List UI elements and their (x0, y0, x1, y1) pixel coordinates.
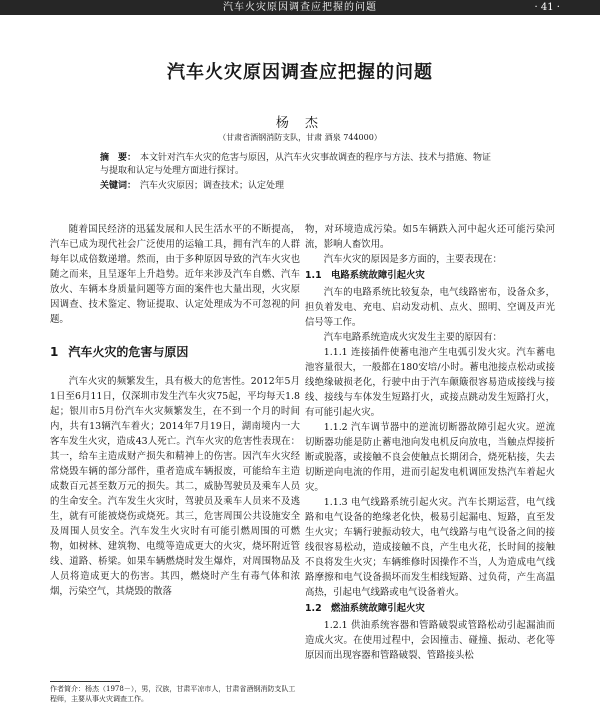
section-1-heading (50, 343, 300, 360)
subsection-1-1-heading: 1.1 电路系统故障引起火灾 (305, 270, 425, 281)
subsection-1-2-heading: 1.2 燃油系统故障引起火灾 (305, 603, 425, 614)
keywords (100, 180, 500, 193)
abstract-text: 本文针对汽车火灾的危害与原因，从汽车火灾事故调查的程序与方法、技术与措施、物证与提取和认定与处理方面进行探讨。 (100, 153, 492, 176)
author-affiliation: （甘肃省酒钢消防支队，甘肃 酒泉 744000） (218, 133, 382, 142)
section-1-paragraph-continued: 物，对环境造成污染。如5车辆跌入河中起火还可能污染河流，影响人畜饮用。 (305, 224, 555, 250)
item-1-1-1: 1.1.1 连接插件使蓄电池产生电弧引发火灾。汽车蓄电池容量很大，一般都在180安培/小时。蓄电池接点松动或接线绝缘破损老化，行驶中由于汽车颠簸很容易造成接线与接线、接线与车体发生短路打火，或接点跳动发生短路打火，有可能引起火灾。 (305, 347, 555, 418)
author-name: 杨 杰 (275, 116, 325, 131)
section-1-number: 1 (50, 345, 59, 359)
abstract (100, 152, 500, 178)
author-footnote: 作者简介：杨杰（1978－），男，汉族，甘肃平凉市人，甘肃省酒钢消防支队工程师，主要从事火灾调查工作。 (50, 685, 296, 703)
intro-paragraph: 随着国民经济的迅猛发展和人民生活水平的不断提高，汽车已成为现代社会广泛使用的运输工具，拥有汽车的人群每年以成倍数递增。然而，由于多种原因导致的汽车火灾也随之而来，且呈逐年上升趋势。近年来涉及汽车自燃、汽车放火、车辆本身质量问题等方面的案件也大量出现，火灾原因调查、技术鉴定、物证提取、认定处理成为不可忽视的问题。 (50, 224, 300, 325)
item-1-1-2: 1.1.2 汽车调节器中的逆流切断器故障引起火灾。逆流切断器功能是防止蓄电池向发电机反向放电，当触点焊接折断或脱落，或接触不良会使触点长期闭合，烧死粘接，失去切断逆向电流的作用，进而引起发电机调匝发热汽车着起火灾。 (305, 422, 555, 493)
article-title: 汽车火灾原因调查应把握的问题 (167, 62, 433, 83)
electrical-causes-paragraph: 汽车电路系统造成火灾发生主要的原因有： (323, 332, 502, 343)
subsection-1-1-paragraph: 汽车的电路系统比较复杂，电气线路密布，设备众多，担负着发电、充电、启动发动机、点火、照明、空调及声光信号等工作。 (305, 287, 555, 328)
section-1-title: 汽车火灾的危害与原因 (68, 345, 189, 359)
abstract-label: 摘 要： (100, 153, 137, 163)
keywords-label: 关键词： (100, 181, 137, 191)
keywords-text: 汽车火灾原因；调查技术；认定处理 (140, 181, 285, 191)
running-title: 汽车火灾原因调查应把握的问题 (223, 2, 377, 13)
running-header (0, 0, 600, 15)
page-number: · 41 · (534, 2, 560, 13)
item-1-2-1: 1.2.1 供油系统容器和管路破裂或管路松动引起漏油而造成火灾。在使用过程中，会因撞击、碰撞、振动、老化等原因而出现容器和管路破裂、管路接头松 (305, 620, 555, 661)
causes-intro-paragraph: 汽车火灾的原因是多方面的，主要表现在： (323, 254, 502, 265)
footnote-divider (50, 681, 120, 682)
right-column (305, 222, 555, 663)
section-1-paragraph: 汽车火灾的频繁发生，具有极大的危害性。2012年5月1日至6月11日，仅深圳市发生汽车火灾75起，平均每天1.8起；银川市5月份汽车火灾频繁发生，在不到一个月的时间内，共有13辆汽车着火；2014年7月19日，湖南境内一大客车发生火灾，造成43人死亡。汽车火灾的危害性表现在：其一，给车主造成财产损失和精神上的伤害。因汽车火灾经常烧毁车辆的部分部件，重者造成车辆报废，可能给车主造成数百元甚至数万元的损失。其二，威胁驾驶员及乘车人员的生命安全。汽车发生火灾时，驾驶员及乘车人员来不及逃生，就有可能被烧伤或烧死。其三，危害周围公共设施安全及周围人员安全。汽车发生火灾时有可能引燃周围的可燃物，如树林、建筑物、电缆等造成更大的火灾，烧坏附近管线、道路、桥梁。如果车辆燃烧时发生爆炸，对周围物品及人员将造成更大的伤害。其四，燃烧时产生有毒气体和浓烟，污染空气，其烧毁的散落 (50, 376, 300, 597)
left-column (50, 222, 300, 599)
item-1-1-3: 1.1.3 电气线路系统引起火灾。汽车长期运营，电气线路和电气设备的绝缘老化快，极易引起漏电、短路，直至发生火灾；车辆行驶振动较大，电气线路与电气设备之间的接线很容易松动，造成接触不良，产生电火花，长时间的接触不良将发生火灾；车辆维修时因操作不当，人为造成电气线路摩擦和电气设备损坏而发生相线短路、过负荷，产生高温高热，引起电气线路或电气设备着火。 (305, 497, 555, 598)
